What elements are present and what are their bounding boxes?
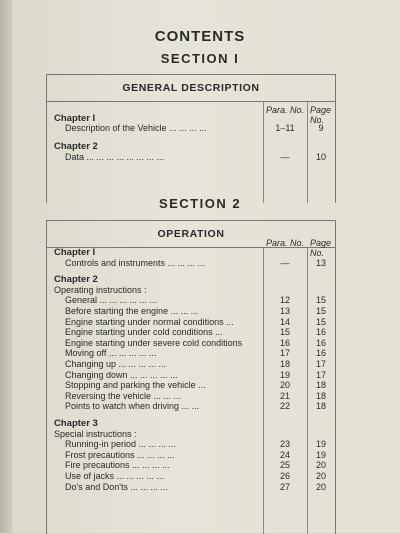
entry-label: Do's and Don'ts ... ... ... ... xyxy=(65,481,168,492)
page-number: 20 xyxy=(315,471,326,481)
page-number: 18 xyxy=(315,401,326,412)
entry-label: Changing down ... ... ... ... ... xyxy=(65,369,178,380)
para-number: 24 xyxy=(279,449,290,460)
section-2-box-title: OPERATION xyxy=(47,221,335,248)
contents-row xyxy=(47,359,335,370)
contents-row xyxy=(47,380,335,391)
contents-row xyxy=(47,123,335,134)
page-number: 15 xyxy=(315,306,326,316)
entry-label: Points to watch when driving ... ... xyxy=(65,401,200,412)
entry-label: Running-in period ... ... ... ... xyxy=(65,439,177,450)
page-number: 19 xyxy=(315,439,326,450)
page-number: 20 xyxy=(315,460,326,471)
para-no-header: Para. No. xyxy=(266,238,305,248)
contents-row xyxy=(47,247,335,258)
para-number: 27 xyxy=(279,481,290,492)
page-number: 17 xyxy=(315,359,326,369)
para-number: 14 xyxy=(279,316,290,327)
page-number: 10 xyxy=(315,152,326,162)
entry-label: Reversing the vehicle ... ... ... xyxy=(65,390,182,401)
page-number: 16 xyxy=(315,348,326,359)
section-1-title: SECTION I xyxy=(160,51,240,66)
page-number: 18 xyxy=(315,380,326,391)
para-no-header: Para. No. xyxy=(266,105,305,115)
section-2-title: SECTION 2 xyxy=(158,196,242,211)
page-number: 13 xyxy=(315,257,326,268)
page-number: 16 xyxy=(315,337,326,348)
page-number: 16 xyxy=(315,327,326,338)
contents-row xyxy=(47,471,335,482)
chapter-heading: Chapter I xyxy=(54,113,96,124)
para-number: 13 xyxy=(279,306,290,316)
page-number: 15 xyxy=(315,316,326,327)
entry-label: Frost precautions ... ... ... ... xyxy=(65,449,175,460)
contents-row xyxy=(47,370,335,381)
entry-label: Engine starting under normal conditions ... xyxy=(65,316,234,327)
contents-row xyxy=(47,327,335,338)
chapter-heading: Chapter 2 xyxy=(54,274,98,286)
contents-row xyxy=(47,306,335,317)
para-number: 17 xyxy=(279,348,290,359)
contents-row xyxy=(47,152,335,163)
entry-label: Engine starting under severe cold conditions xyxy=(65,337,243,348)
section-1-box-title: GENERAL DESCRIPTION xyxy=(47,75,335,102)
page-number: 9 xyxy=(318,123,324,133)
para-number: 26 xyxy=(279,471,290,481)
entry-label: Controls and instruments ... ... ... ... xyxy=(65,257,206,268)
contents-row xyxy=(47,391,335,402)
para-number: 12 xyxy=(279,295,290,306)
contents-row xyxy=(47,348,335,359)
contents-heading: CONTENTS xyxy=(154,28,246,45)
contents-row xyxy=(47,295,335,306)
contents-row xyxy=(47,258,335,269)
chapter-heading: Chapter 3 xyxy=(54,418,98,429)
chapter-heading: Chapter 2 xyxy=(54,141,98,152)
page-number: 18 xyxy=(315,390,326,401)
contents-row xyxy=(47,460,335,471)
contents-row xyxy=(47,450,335,461)
entry-label: Engine starting under cold conditions ... xyxy=(65,327,223,338)
entry-label: Stopping and parking the vehicle ... xyxy=(65,380,206,391)
para-number: 19 xyxy=(279,369,290,380)
page-no-header: Page No. xyxy=(310,105,332,125)
entry-label: Fire precautions ... ... ... ... xyxy=(65,460,170,471)
para-number: 22 xyxy=(279,401,290,412)
contents-row xyxy=(47,401,335,412)
page-number: 15 xyxy=(315,295,326,306)
entry-label: Moving off ... ... ... ... ... xyxy=(65,348,157,359)
contents-row xyxy=(47,482,335,493)
entry-label: Changing up ... ... ... ... ... xyxy=(65,359,167,369)
para-number: 18 xyxy=(279,359,290,369)
page-binding-edge xyxy=(0,0,12,533)
para-number: — xyxy=(280,152,290,162)
entry-label: Description of the Vehicle ... ... ... ... xyxy=(65,123,207,133)
contents-row xyxy=(47,429,335,440)
page-number: 20 xyxy=(315,481,326,492)
entry-label: Data ... ... ... ... ... ... ... ... xyxy=(65,152,165,162)
para-number: 23 xyxy=(279,439,290,450)
contents-row xyxy=(47,285,335,296)
para-number: 25 xyxy=(279,460,290,471)
section-1-table xyxy=(46,74,336,203)
para-number: 16 xyxy=(279,337,290,348)
contents-row xyxy=(47,141,335,152)
section-2-table xyxy=(46,220,336,534)
contents-row xyxy=(47,338,335,349)
entry-label: Before starting the engine ... ... ... xyxy=(65,306,199,316)
page-no-header: Page No. xyxy=(310,238,332,258)
contents-row xyxy=(47,274,335,285)
entry-label: Operating instructions : xyxy=(54,284,147,295)
contents-row xyxy=(47,418,335,429)
chapter-heading: Chapter I xyxy=(54,247,96,258)
page-number: 19 xyxy=(315,449,326,460)
contents-row xyxy=(47,439,335,450)
para-number: 1–11 xyxy=(275,123,295,133)
entry-label: Use of jacks ... ... ... ... ... xyxy=(65,471,165,481)
entry-label: Special instructions : xyxy=(54,428,137,439)
entry-label: General ... ... ... ... ... ... xyxy=(65,295,158,306)
para-number: 15 xyxy=(279,327,290,338)
page-number: 17 xyxy=(315,369,326,380)
para-number: 21 xyxy=(279,390,290,401)
contents-row xyxy=(47,317,335,328)
para-number: 20 xyxy=(279,380,290,391)
para-number: — xyxy=(280,257,290,268)
